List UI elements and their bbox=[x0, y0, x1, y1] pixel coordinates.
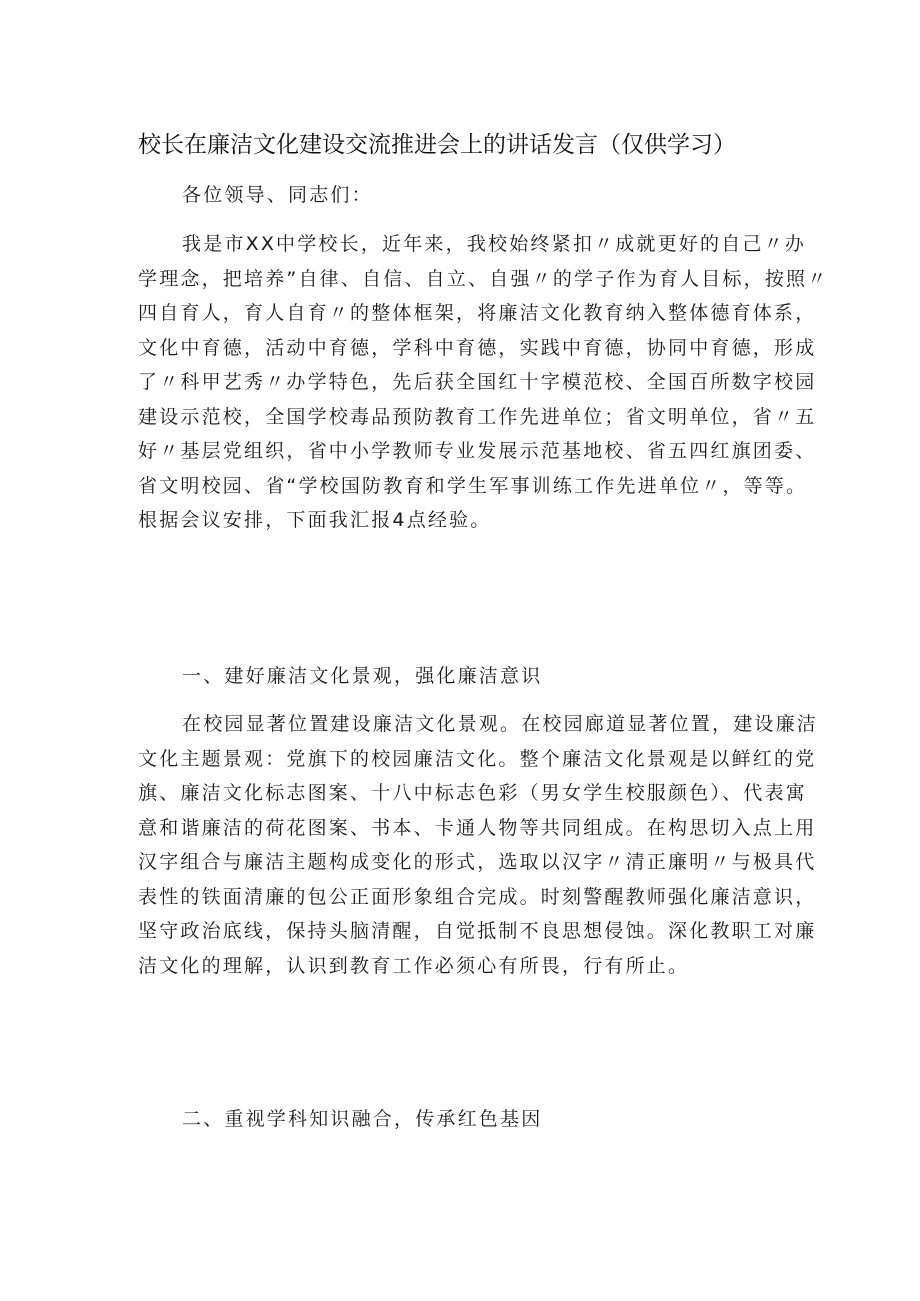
paragraph-line: 好〃基层党组织，省中小学教师专业发展示范基地校、省五四红旗团委、 bbox=[138, 440, 817, 462]
paragraph-line: 根据会议安排，下面我汇报4点经验。 bbox=[138, 509, 492, 531]
section-heading-2 bbox=[138, 1102, 788, 1137]
paragraph-intro bbox=[138, 227, 829, 538]
paragraph-line: 省文明校园、省“学校国防教育和学生军事训练工作先进单位〃，等等。 bbox=[138, 474, 808, 497]
paragraph-line: 表性的铁面清廉的包公正面形象组合完成。时刻警醒教师强化廉洁意识， bbox=[138, 885, 817, 908]
paragraph-line: 洁文化的理解，认识到教育工作必须心有所畏，行有所止。 bbox=[138, 954, 690, 977]
paragraph-line: 汉字组合与廉洁主题构成变化的形式，选取以汉字〃清正廉明〃与极具代 bbox=[138, 851, 817, 873]
salutation-text: 各位领导、同志们： bbox=[182, 184, 373, 206]
document-title: 校长在廉洁文化建设交流推进会上的讲话发言（仅供学习） bbox=[138, 132, 736, 158]
paragraph-line: 文化主题景观：党旗下的校园廉洁文化。整个廉洁文化景观是以鲜红的党 bbox=[138, 747, 817, 770]
paragraph-line: 我是市XX中学校长，近年来，我校始终紧扣〃成就更好的自己〃办 bbox=[182, 233, 807, 255]
paragraph-line: 建设示范校，全国学校毒品预防教育工作先进单位；省文明单位，省〃五 bbox=[138, 405, 817, 428]
paragraph-line: 学理念，把培养”自律、自信、自立、自强〃的学子作为育人目标，按照〃 bbox=[138, 267, 829, 290]
paragraph-line: 坚守政治底线，保持头脑清醒，自觉抵制不良思想侵蚀。深化教职工对廉 bbox=[138, 920, 817, 942]
section-heading-1 bbox=[138, 659, 788, 694]
paragraph-line: 旗、廉洁文化标志图案、十八中标志色彩（男女学生校服颜色）、代表寓 bbox=[138, 782, 807, 804]
paragraph-line: 意和谐廉洁的荷花图案、书本、卡通人物等共同组成。在构思切入点上用 bbox=[138, 816, 817, 839]
salutation bbox=[138, 178, 788, 213]
section-heading-text: 二、重视学科知识融合，传承红色基因 bbox=[182, 1108, 543, 1130]
paragraph-line: 在校园显著位置建设廉洁文化景观。在校园廊道显著位置，建设廉洁 bbox=[182, 713, 819, 735]
paragraph-line: 了〃科甲艺秀〃办学特色，先后获全国红十字模范校、全国百所数字校园 bbox=[138, 371, 817, 393]
paragraph-line: 文化中育德，活动中育德，学科中育德，实践中育德，协同中育德，形成 bbox=[138, 336, 817, 359]
paragraph-line: 四自育人，育人自育〃的整体框架，将廉洁文化教育纳入整体德育体系， bbox=[138, 302, 817, 324]
section-heading-text: 一、建好廉洁文化景观，强化廉洁意识 bbox=[182, 665, 543, 687]
paragraph-section-1 bbox=[138, 707, 819, 983]
